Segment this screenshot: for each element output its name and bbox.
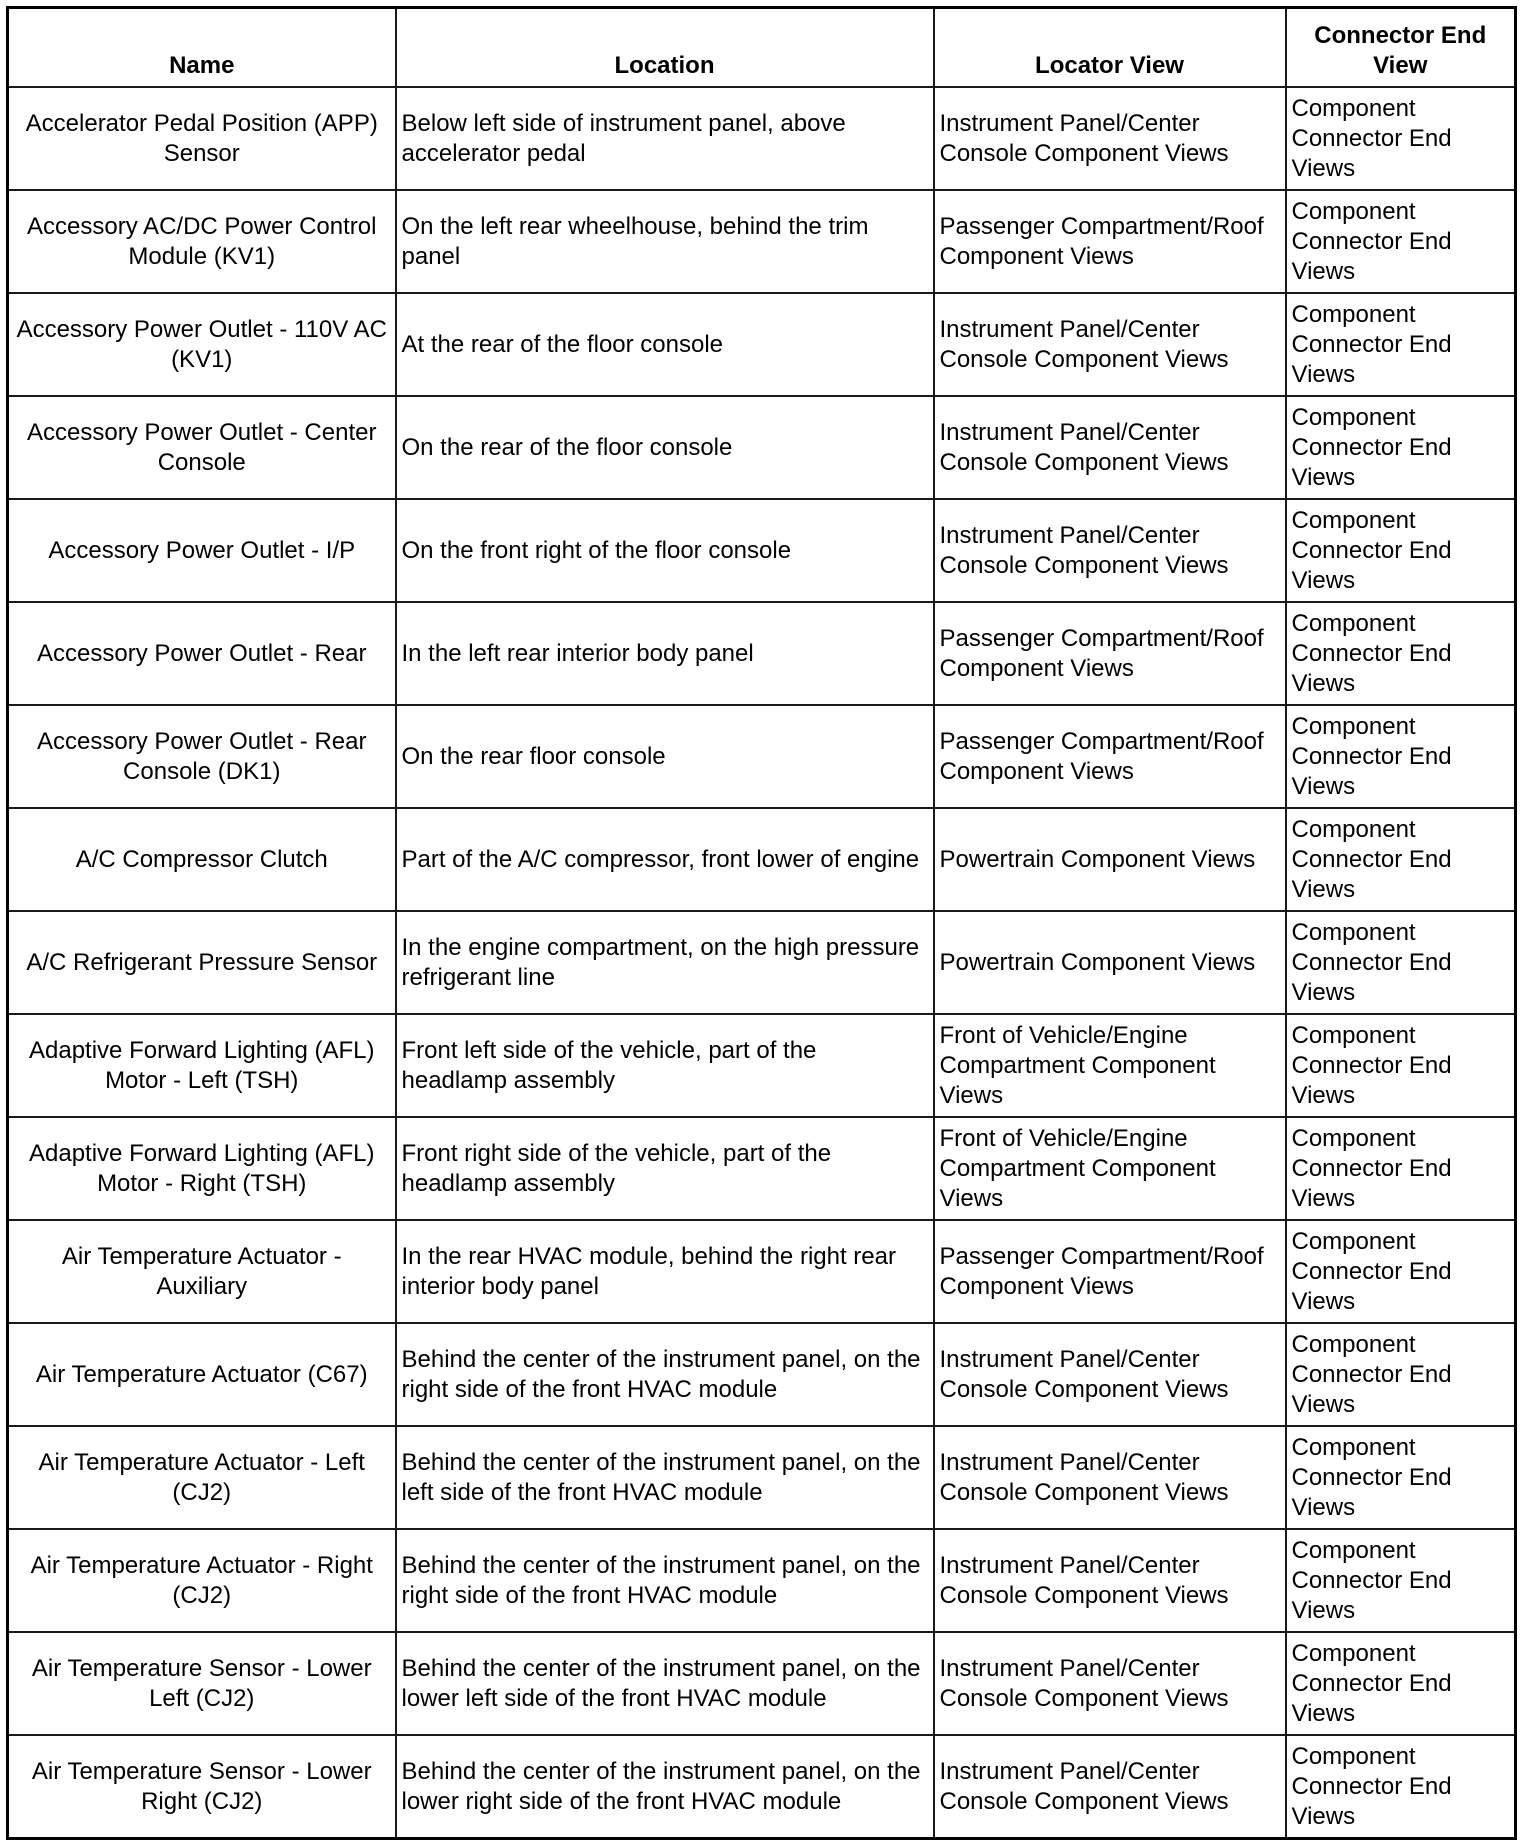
- cell-name: Air Temperature Actuator - Auxiliary: [8, 1220, 396, 1323]
- header-location: Location: [396, 8, 934, 88]
- table-row: [8, 911, 1516, 1014]
- table-row: [8, 1529, 1516, 1632]
- cell-locator-view: Instrument Panel/Center Console Component Views: [934, 1735, 1286, 1839]
- cell-locator-view: Instrument Panel/Center Console Component Views: [934, 1632, 1286, 1735]
- cell-name: Adaptive Forward Lighting (AFL) Motor - Left (TSH): [8, 1014, 396, 1117]
- cell-name: A/C Refrigerant Pressure Sensor: [8, 911, 396, 1014]
- table-row: [8, 1220, 1516, 1323]
- cell-name: Air Temperature Actuator - Left (CJ2): [8, 1426, 396, 1529]
- cell-location: Behind the center of the instrument panel, on the lower right side of the front HVAC module: [396, 1735, 934, 1839]
- cell-locator-view: Front of Vehicle/Engine Compartment Component Views: [934, 1014, 1286, 1117]
- table-row: [8, 396, 1516, 499]
- table-row: [8, 87, 1516, 190]
- table-row: [8, 190, 1516, 293]
- cell-connector-end-view: Component Connector End Views: [1286, 1529, 1516, 1632]
- cell-locator-view: Passenger Compartment/Roof Component Views: [934, 190, 1286, 293]
- cell-name: Accelerator Pedal Position (APP) Sensor: [8, 87, 396, 190]
- cell-locator-view: Front of Vehicle/Engine Compartment Component Views: [934, 1117, 1286, 1220]
- cell-name: Accessory AC/DC Power Control Module (KV1): [8, 190, 396, 293]
- table-header-row: [8, 8, 1516, 88]
- table-row: [8, 1632, 1516, 1735]
- cell-location: At the rear of the floor console: [396, 293, 934, 396]
- cell-locator-view: Powertrain Component Views: [934, 808, 1286, 911]
- table-row: [8, 1014, 1516, 1117]
- cell-location: Behind the center of the instrument panel, on the right side of the front HVAC module: [396, 1529, 934, 1632]
- cell-connector-end-view: Component Connector End Views: [1286, 190, 1516, 293]
- cell-location: Behind the center of the instrument panel, on the left side of the front HVAC module: [396, 1426, 934, 1529]
- cell-connector-end-view: Component Connector End Views: [1286, 1426, 1516, 1529]
- table-row: [8, 1426, 1516, 1529]
- cell-name: Air Temperature Sensor - Lower Right (CJ2): [8, 1735, 396, 1839]
- cell-locator-view: Instrument Panel/Center Console Component Views: [934, 87, 1286, 190]
- cell-name: Air Temperature Sensor - Lower Left (CJ2): [8, 1632, 396, 1735]
- cell-locator-view: Instrument Panel/Center Console Component Views: [934, 293, 1286, 396]
- cell-name: A/C Compressor Clutch: [8, 808, 396, 911]
- cell-locator-view: Passenger Compartment/Roof Component Views: [934, 705, 1286, 808]
- header-locator-view: Locator View: [934, 8, 1286, 88]
- table-row: [8, 808, 1516, 911]
- cell-location: Part of the A/C compressor, front lower of engine: [396, 808, 934, 911]
- cell-name: Air Temperature Actuator - Right (CJ2): [8, 1529, 396, 1632]
- table-row: [8, 1323, 1516, 1426]
- cell-locator-view: Passenger Compartment/Roof Component Views: [934, 1220, 1286, 1323]
- cell-connector-end-view: Component Connector End Views: [1286, 911, 1516, 1014]
- cell-name: Accessory Power Outlet - Rear: [8, 602, 396, 705]
- table-row: [8, 293, 1516, 396]
- table-row: [8, 705, 1516, 808]
- component-locator-table: [6, 6, 1517, 1840]
- table-row: [8, 1735, 1516, 1839]
- header-name: Name: [8, 8, 396, 88]
- cell-locator-view: Powertrain Component Views: [934, 911, 1286, 1014]
- cell-location: On the rear of the floor console: [396, 396, 934, 499]
- cell-locator-view: Instrument Panel/Center Console Component Views: [934, 1529, 1286, 1632]
- cell-location: In the engine compartment, on the high pressure refrigerant line: [396, 911, 934, 1014]
- cell-connector-end-view: Component Connector End Views: [1286, 1632, 1516, 1735]
- cell-location: Front left side of the vehicle, part of the headlamp assembly: [396, 1014, 934, 1117]
- cell-name: Accessory Power Outlet - 110V AC (KV1): [8, 293, 396, 396]
- cell-locator-view: Instrument Panel/Center Console Component Views: [934, 396, 1286, 499]
- table-body: [8, 87, 1516, 1839]
- table-row: [8, 1117, 1516, 1220]
- header-connector-end-view: Connector End View: [1286, 8, 1516, 88]
- cell-location: On the front right of the floor console: [396, 499, 934, 602]
- cell-location: On the left rear wheelhouse, behind the trim panel: [396, 190, 934, 293]
- cell-locator-view: Instrument Panel/Center Console Component Views: [934, 499, 1286, 602]
- cell-connector-end-view: Component Connector End Views: [1286, 1220, 1516, 1323]
- cell-location: Behind the center of the instrument panel, on the right side of the front HVAC module: [396, 1323, 934, 1426]
- cell-connector-end-view: Component Connector End Views: [1286, 705, 1516, 808]
- cell-name: Accessory Power Outlet - Center Console: [8, 396, 396, 499]
- cell-connector-end-view: Component Connector End Views: [1286, 1014, 1516, 1117]
- cell-connector-end-view: Component Connector End Views: [1286, 499, 1516, 602]
- cell-location: In the rear HVAC module, behind the right rear interior body panel: [396, 1220, 934, 1323]
- cell-connector-end-view: Component Connector End Views: [1286, 602, 1516, 705]
- cell-connector-end-view: Component Connector End Views: [1286, 396, 1516, 499]
- cell-connector-end-view: Component Connector End Views: [1286, 1735, 1516, 1839]
- cell-locator-view: Instrument Panel/Center Console Component Views: [934, 1323, 1286, 1426]
- cell-locator-view: Passenger Compartment/Roof Component Views: [934, 602, 1286, 705]
- cell-connector-end-view: Component Connector End Views: [1286, 293, 1516, 396]
- cell-location: Below left side of instrument panel, above accelerator pedal: [396, 87, 934, 190]
- cell-connector-end-view: Component Connector End Views: [1286, 1323, 1516, 1426]
- cell-name: Accessory Power Outlet - Rear Console (DK1): [8, 705, 396, 808]
- component-locator-table-container: [6, 6, 1514, 1840]
- cell-location: On the rear floor console: [396, 705, 934, 808]
- cell-location: Front right side of the vehicle, part of the headlamp assembly: [396, 1117, 934, 1220]
- cell-name: Adaptive Forward Lighting (AFL) Motor - Right (TSH): [8, 1117, 396, 1220]
- table-row: [8, 602, 1516, 705]
- cell-connector-end-view: Component Connector End Views: [1286, 808, 1516, 911]
- cell-location: In the left rear interior body panel: [396, 602, 934, 705]
- cell-name: Accessory Power Outlet - I/P: [8, 499, 396, 602]
- cell-name: Air Temperature Actuator (C67): [8, 1323, 396, 1426]
- table-row: [8, 499, 1516, 602]
- cell-connector-end-view: Component Connector End Views: [1286, 87, 1516, 190]
- cell-connector-end-view: Component Connector End Views: [1286, 1117, 1516, 1220]
- cell-locator-view: Instrument Panel/Center Console Component Views: [934, 1426, 1286, 1529]
- cell-location: Behind the center of the instrument panel, on the lower left side of the front HVAC module: [396, 1632, 934, 1735]
